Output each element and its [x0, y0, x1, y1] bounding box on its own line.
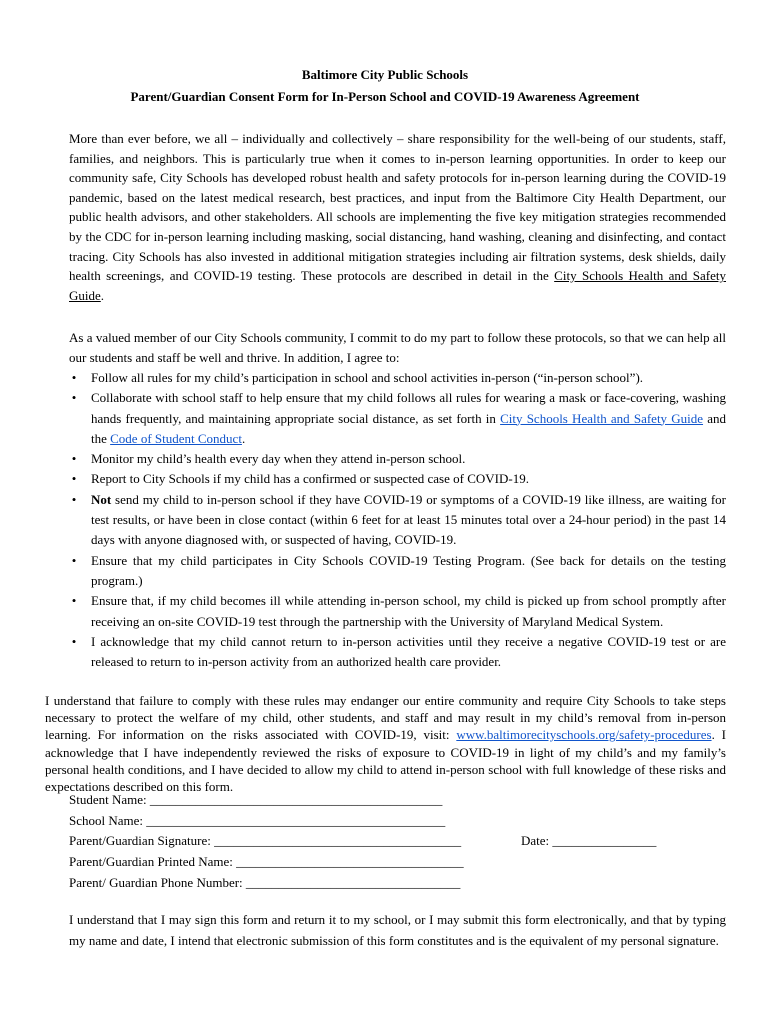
understanding-text: I understand that failure to comply with these rules may endanger our entire community and require City Schools to take steps necessary to protect the welfare of my child, other students, and staff and may result in my child’s removal from in-person learning. For information on the risks associated with COVID-19, visit: — [45, 693, 726, 743]
list-item — [69, 591, 726, 632]
list-item-text: Follow all rules for my child’s participation in school and school activities in-person (“in-person school”). — [91, 370, 644, 385]
code-of-conduct-link[interactable]: Code of Student Conduct — [110, 430, 242, 446]
health-safety-guide-link[interactable]: City Schools Health and Safety Guide — [69, 268, 726, 303]
bullet-icon: • — [71, 491, 77, 507]
list-item-text: Monitor my child’s health every day when they attend in-person school. — [91, 451, 466, 467]
intro-paragraph — [69, 129, 726, 305]
phone-number-field[interactable]: Parent/ Guardian Phone Number: _________________________________ — [69, 875, 461, 890]
commitment-paragraph: As a valued member of our City Schools community, I commit to do my part to follow these protocols, so that we can help all our students and staff be well and thrive. In addition, I agree to: — [69, 330, 726, 365]
school-name-field[interactable]: School Name: ______________________________________________ — [69, 813, 446, 828]
intro-end: . — [100, 287, 105, 303]
emphasis-not: Not — [91, 491, 112, 507]
list-item — [69, 469, 726, 489]
list-item-text: I acknowledge that my child cannot return to in-person activities until they receive a negative COVID-19 test or are released to return to in-person activity from an authorized health care provider. — [91, 633, 726, 670]
list-item-text: send my child to in-person school if they have COVID-19 or symptoms of a COVID-19 like illness, are waiting for test results, or have been in close contact (within 6 feet for at least 15 minutes total over a 24-hour period) in the past 14 days with anyone diagnosed with, or suspected of having, COVID-19. — [91, 491, 726, 548]
bullet-icon: • — [71, 552, 77, 568]
list-item — [69, 490, 726, 551]
bullet-icon: • — [71, 370, 77, 385]
list-item — [69, 449, 726, 469]
date-field[interactable]: Date: ________________ — [521, 833, 657, 848]
list-item-text: Report to City Schools if my child has a confirmed or suspected case of COVID-19. — [91, 471, 529, 487]
list-item — [69, 632, 726, 673]
understanding-paragraph — [45, 692, 726, 795]
document-title-district: Baltimore City Public Schools — [301, 67, 469, 82]
electronic-signature-paragraph: I understand that I may sign this form and return it to my school, or I may submit this form electronically, and that by typing my name and date, I intend that electronic submission of this form constitutes and is the equivalent of my personal signature. — [69, 912, 726, 948]
list-item — [69, 551, 726, 592]
bullet-icon: • — [71, 451, 77, 467]
bullet-icon: • — [71, 390, 77, 406]
student-name-field[interactable]: Student Name: _____________________________________________ — [69, 792, 443, 807]
list-item-text: Ensure that, if my child becomes ill while attending in-person school, my child is picked up from school promptly after receiving an on-site COVID-19 test through the partnership with the University of Maryland Medical System. — [91, 593, 726, 629]
bullet-icon: • — [71, 593, 77, 609]
bullet-icon: • — [71, 471, 77, 487]
document-title-form: Parent/Guardian Consent Form for In-Person School and COVID-19 Awareness Agreement — [130, 89, 640, 104]
list-item-text: Collaborate with school staff to help ensure that my child follows all rules for wearing a mask or face-covering, washing hands frequently, and maintaining appropriate social distance, as set forth in — [91, 390, 726, 426]
list-item-text: and the — [91, 410, 726, 446]
printed-name-field[interactable]: Parent/Guardian Printed Name: ___________________________________ — [69, 854, 464, 869]
intro-text: More than ever before, we all – individually and collectively – share responsibility for the well-being of our students, staff, families, and neighbors. This is particularly true when it comes to in-person learning opportunities. In order to keep our community safe, City Schools has developed robust health and safety protocols for in-person learning during the COVID-19 pandemic, based on the latest medical research, best practices, and input from the Baltimore City Health Department, our public health advisors, and other stakeholders. All schools are implementing the five key mitigation strategies recommended by the CDC for in-person learning including masking, social distancing, hand washing, cleaning and disinfecting, and contact tracing. City Schools has also invested in additional mitigation strategies including air filtration systems, desk shields, daily health screenings, and COVID-19 testing. These protocols are described in detail in the — [69, 131, 726, 284]
understanding-text: . I acknowledge that I have independently reviewed the risks of exposure to COVID-19 in light of my child’s and my family’s personal health conditions, and I have decided to allow my child to attend in-person school with full knowledge of these risks and expectations described on this form. — [45, 727, 726, 795]
list-item — [69, 388, 726, 449]
agreement-list — [69, 368, 726, 672]
bullet-icon: • — [71, 633, 77, 649]
list-item-text: . — [241, 430, 246, 446]
signature-field[interactable]: Parent/Guardian Signature: ______________________________________ — [69, 833, 462, 848]
list-item-text: Ensure that my child participates in City Schools COVID-19 Testing Program. (See back for details on the testing program.) — [91, 552, 726, 588]
safety-procedures-link[interactable]: www.baltimorecityschools.org/safety-procedures — [456, 727, 712, 743]
list-item — [69, 368, 726, 388]
health-safety-guide-link[interactable]: City Schools Health and Safety Guide — [500, 410, 704, 426]
